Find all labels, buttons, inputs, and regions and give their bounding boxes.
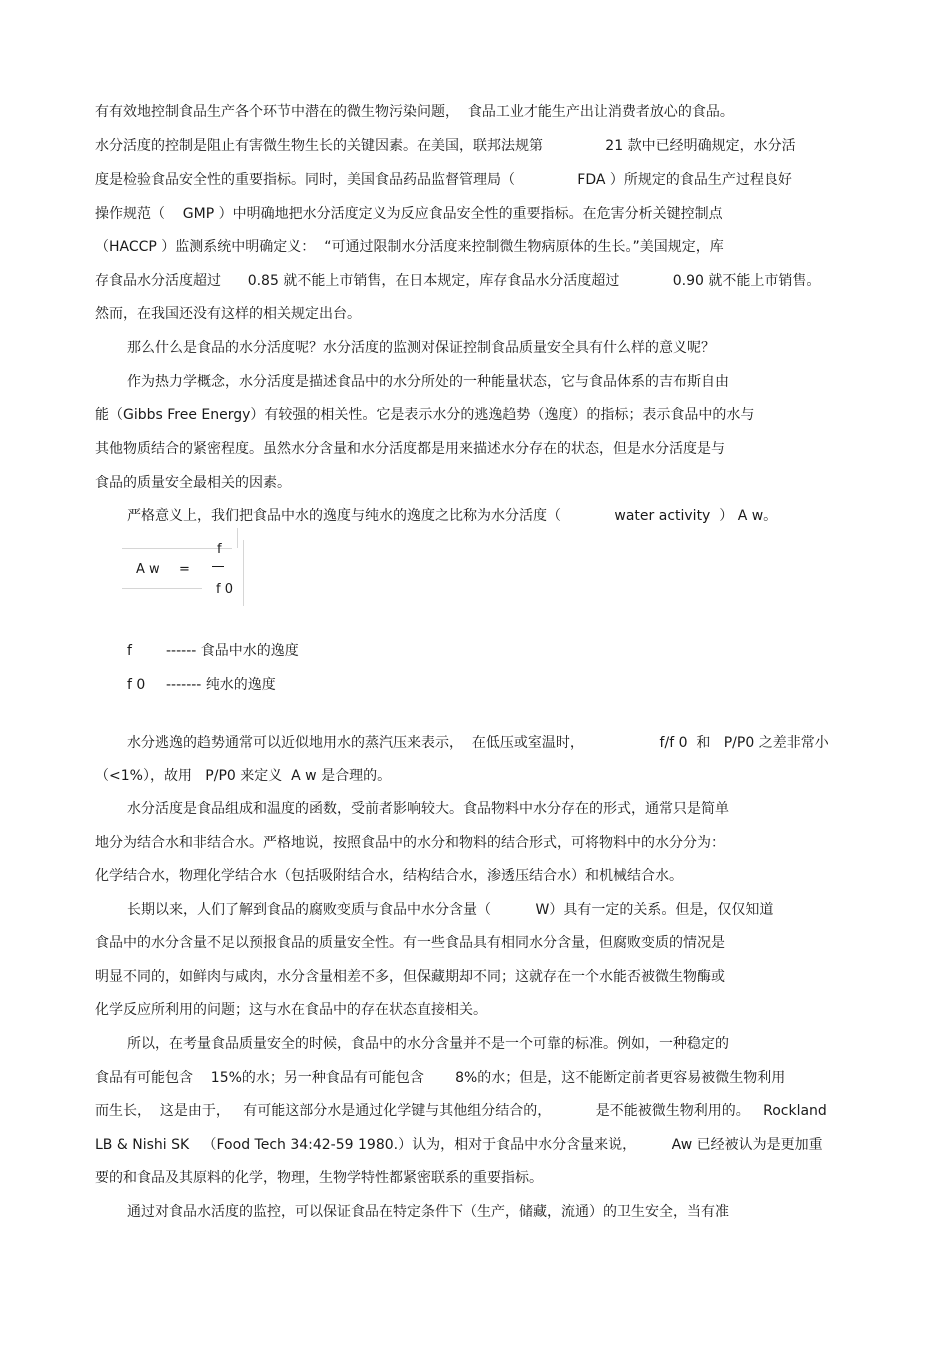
text-line: 要的和食品及其原料的化学，物理，生物学特性都紧密联系的重要指标。: [95, 1170, 543, 1186]
text-line: 操作规范（ GMP ）中明确地把水分活度定义为反应食品安全性的重要指标。在危害分析关键控制点: [95, 206, 723, 222]
text-line: 水分活度是食品组成和温度的函数，受前者影响较大。食品物料中水分存在的形式，通常只是简单: [127, 801, 729, 817]
text-line: 食品有可能包含 15%的水；另一种食品有可能包含 8%的水；但是，这不能断定前者更容易被微生物利用: [95, 1070, 786, 1086]
text-line: 食品中的水分含量不足以预报食品的质量安全性。有一些食品具有相同水分含量，但腐败变质的情况是: [95, 935, 725, 951]
formula-rule-right: [243, 540, 244, 606]
text-line: 能（Gibbs Free Energy）有较强的相关性。它是表示水分的逃逸趋势（逸度）的指标；表示食品中的水与: [95, 407, 755, 423]
text-line: 而生长， 这是由于， 有可能这部分水是通过化学键与其他组分结合的， 是不能被微生物利用的。 Rockland: [95, 1103, 827, 1119]
formula-denominator: f 0: [216, 582, 233, 597]
text-line: 化学结合水，物理化学结合水（包括吸附结合水，结构结合水，渗透压结合水）和机械结合水。: [95, 868, 683, 884]
text-line: 所以，在考量食品质量安全的时候，食品中的水分含量并不是一个可靠的标准。例如，一种稳定的: [127, 1036, 729, 1052]
definition-symbol: f: [127, 643, 132, 659]
text-line: 存食品水分活度超过 0.85 就不能上市销售，在日本规定，库存食品水分活度超过 0.90 就不能上市销售。: [95, 273, 821, 289]
text-line: 明显不同的，如鲜肉与咸肉，水分含量相差不多，但保藏期却不同；这就存在一个水能否被微生物酶或: [95, 969, 725, 985]
formula-rule-bottom: [122, 588, 202, 589]
definition-text: ------ 食品中水的逸度: [166, 643, 299, 659]
text-line: 水分逃逸的趋势通常可以近似地用水的蒸汽压来表示， 在低压或室温时， f/f 0 和 P/P0 之差非常小: [127, 735, 829, 751]
formula-numerator: f: [217, 542, 222, 557]
text-line: 食品的质量安全最相关的因素。: [95, 475, 291, 491]
text-line: 严格意义上，我们把食品中水的逸度与纯水的逸度之比称为水分活度（ water activity ） A w。: [127, 508, 778, 524]
text-line: （HACCP ）监测系统中明确定义： “可通过限制水分活度来控制微生物病原体的生长。”美国规定，库: [95, 239, 724, 255]
text-line: 化学反应所利用的问题；这与水在食品中的存在状态直接相关。: [95, 1002, 487, 1018]
text-line: 那么什么是食品的水分活度呢？水分活度的监测对保证控制食品质量安全具有什么样的意义呢？: [127, 340, 715, 356]
text-line: 有有效地控制食品生产各个环节中潜在的微生物污染问题， 食品工业才能生产出让消费者放心的食品。: [95, 104, 734, 120]
text-line: 地分为结合水和非结合水。严格地说，按照食品中的水分和物料的结合形式，可将物料中的水分分为：: [95, 835, 725, 851]
formula-equals: =: [179, 562, 190, 577]
definition-symbol: f 0: [127, 677, 146, 693]
text-line: LB & Nishi SK （Food Tech 34:42-59 1980.）认为，相对于食品中水分含量来说， Aw 已经被认为是更加重: [95, 1137, 823, 1153]
text-line: 长期以来，人们了解到食品的腐败变质与食品中水分含量（ W）具有一定的关系。但是，仅仅知道: [127, 902, 774, 918]
text-line: 通过对食品水活度的监控，可以保证食品在特定条件下（生产，储藏，流通）的卫生安全，当有准: [127, 1204, 729, 1220]
fraction-bar: [212, 566, 224, 567]
formula-rule-top: [122, 548, 232, 549]
text-line: 度是检验食品安全性的重要指标。同时，美国食品药品监督管理局（ FDA ）所规定的食品生产过程良好: [95, 172, 792, 188]
formula-rule-tick: [237, 528, 238, 548]
text-line: 然而，在我国还没有这样的相关规定出台。: [95, 306, 361, 322]
definition-text: ------- 纯水的逸度: [166, 677, 276, 693]
text-line: 水分活度的控制是阻止有害微生物生长的关键因素。在美国，联邦法规第 21 款中已经明确规定，水分活: [95, 138, 796, 154]
text-line: 其他物质结合的紧密程度。虽然水分含量和水分活度都是用来描述水分存在的状态，但是水分活度是与: [95, 441, 725, 457]
formula-lhs: A w: [136, 562, 160, 577]
text-line: 作为热力学概念，水分活度是描述食品中的水分所处的一种能量状态，它与食品体系的吉布斯自由: [127, 374, 729, 390]
text-line: （<1%），故用 P/P0 来定义 A w 是合理的。: [95, 768, 392, 784]
